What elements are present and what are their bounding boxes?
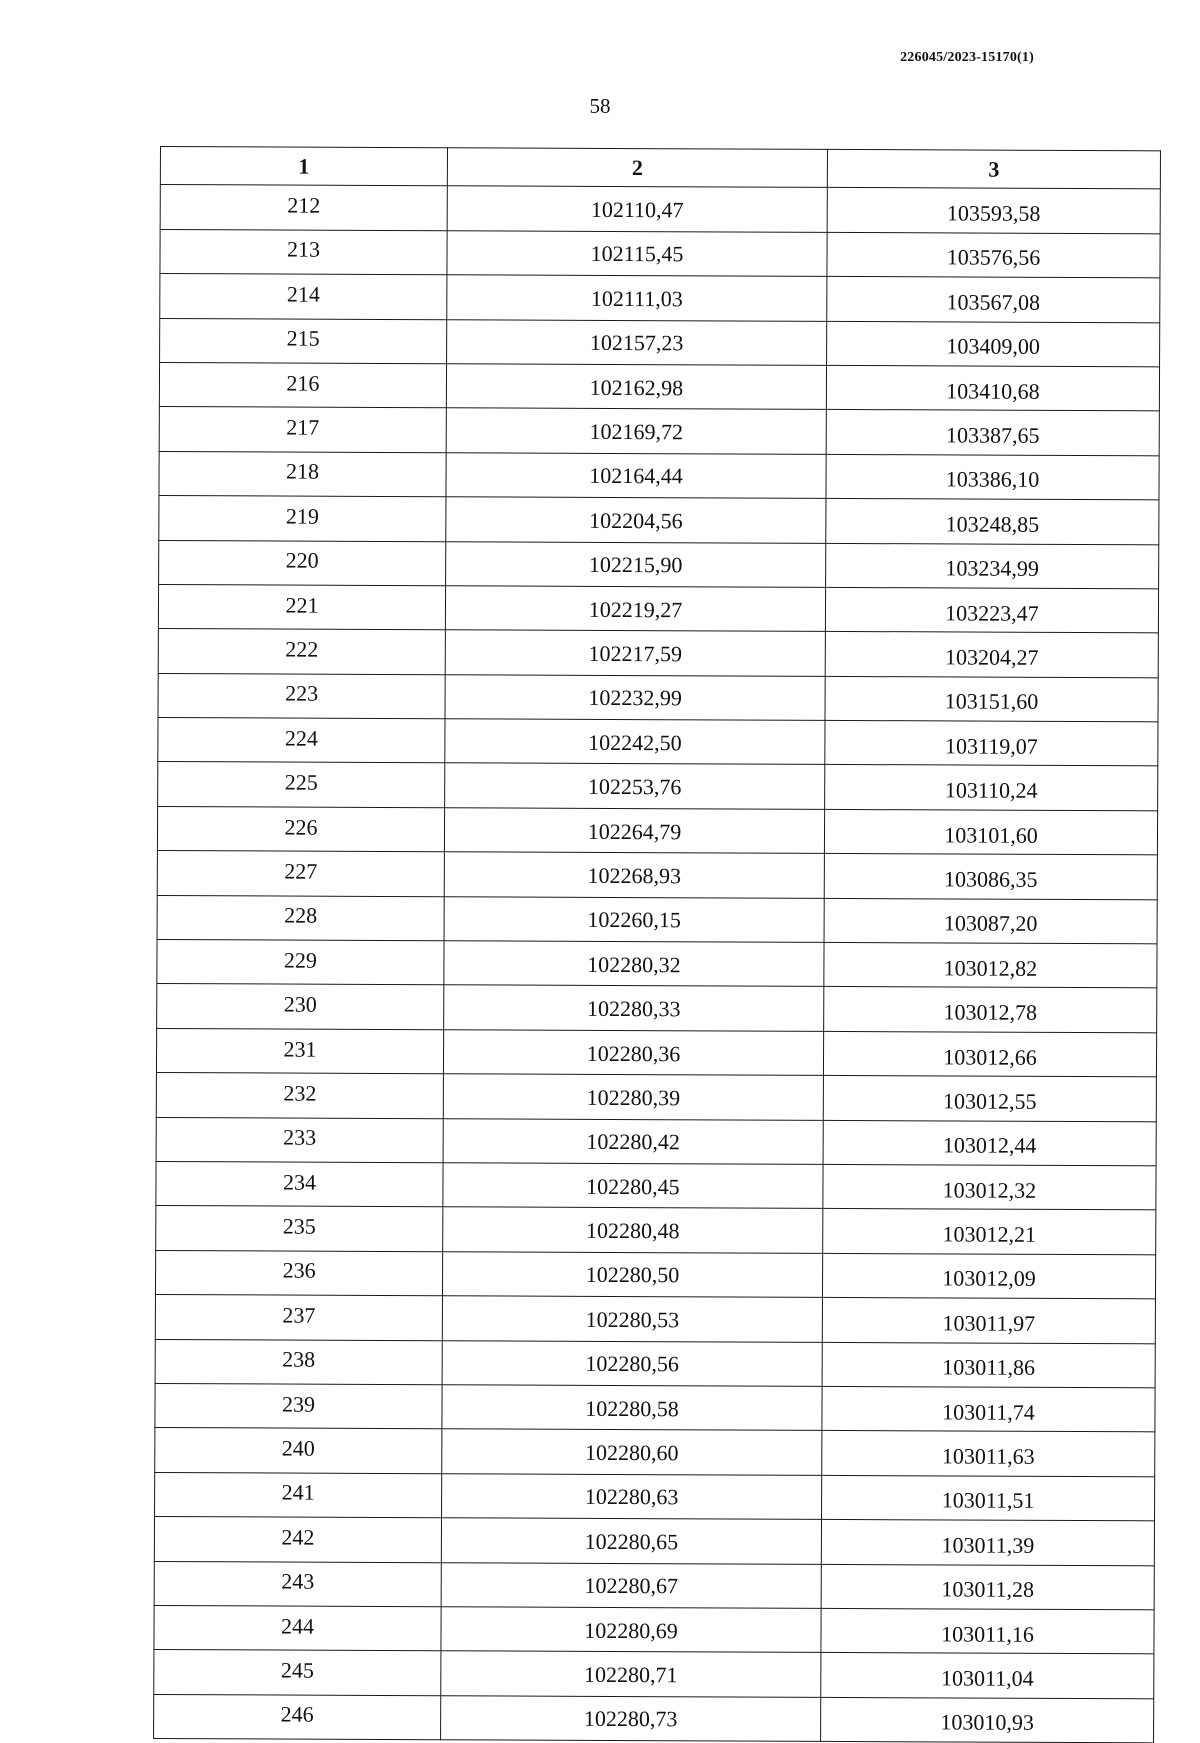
point-number-cell: 224 bbox=[158, 718, 445, 764]
coordinate-y-cell: 102280,50 bbox=[442, 1252, 822, 1298]
coordinate-x-cell: 103011,16 bbox=[821, 1608, 1154, 1654]
table-row bbox=[155, 1250, 1155, 1299]
table-row bbox=[157, 940, 1157, 989]
coordinate-y-cell: 102280,60 bbox=[442, 1429, 822, 1475]
table-row bbox=[158, 584, 1158, 633]
coordinate-y-cell: 102280,39 bbox=[443, 1074, 823, 1120]
coordinate-x-cell: 103593,58 bbox=[827, 188, 1160, 234]
table-row bbox=[155, 1383, 1155, 1432]
coordinate-y-cell: 102215,90 bbox=[446, 541, 826, 587]
coordinate-y-cell: 102157,23 bbox=[447, 319, 827, 365]
coordinate-x-cell: 103011,63 bbox=[822, 1431, 1155, 1477]
point-number-cell: 228 bbox=[157, 895, 444, 941]
coordinate-y-cell: 102162,98 bbox=[446, 364, 826, 410]
coordinate-y-cell: 102260,15 bbox=[444, 896, 824, 942]
coordinate-x-cell: 103011,28 bbox=[821, 1564, 1154, 1610]
point-number-cell: 236 bbox=[155, 1250, 442, 1296]
table-row bbox=[159, 496, 1159, 545]
header-col-1: 1 bbox=[160, 147, 447, 187]
coordinate-x-cell: 103204,27 bbox=[825, 632, 1158, 678]
table-row bbox=[156, 1073, 1156, 1122]
table-row bbox=[155, 1472, 1155, 1521]
table-row bbox=[154, 1561, 1154, 1610]
coordinate-x-cell: 103011,39 bbox=[821, 1520, 1154, 1566]
coordinate-y-cell: 102280,48 bbox=[443, 1207, 823, 1253]
table-row bbox=[158, 629, 1158, 678]
coordinate-x-cell: 103086,35 bbox=[824, 854, 1157, 900]
coordinate-y-cell: 102280,53 bbox=[442, 1296, 822, 1342]
coordinate-x-cell: 103012,82 bbox=[824, 942, 1157, 988]
coordinate-y-cell: 102232,99 bbox=[445, 674, 825, 720]
coordinate-x-cell: 103409,00 bbox=[827, 321, 1160, 367]
point-number-cell: 243 bbox=[154, 1561, 441, 1607]
point-number-cell: 244 bbox=[154, 1605, 441, 1651]
coordinates-table bbox=[153, 146, 1161, 1743]
coordinate-x-cell: 103011,51 bbox=[822, 1475, 1155, 1521]
point-number-cell: 221 bbox=[158, 584, 445, 630]
table-row bbox=[155, 1428, 1155, 1477]
point-number-cell: 225 bbox=[158, 762, 445, 808]
point-number-cell: 215 bbox=[160, 318, 447, 364]
coordinate-y-cell: 102280,33 bbox=[444, 985, 824, 1031]
table-row bbox=[159, 451, 1159, 500]
coordinate-x-cell: 103011,86 bbox=[822, 1342, 1155, 1388]
coordinate-x-cell: 103567,08 bbox=[827, 277, 1160, 323]
coordinate-x-cell: 103012,78 bbox=[824, 987, 1157, 1033]
coordinate-y-cell: 102280,32 bbox=[444, 941, 824, 987]
coordinate-x-cell: 103576,56 bbox=[827, 232, 1160, 278]
coordinate-x-cell: 103119,07 bbox=[825, 720, 1158, 766]
table-row bbox=[160, 274, 1160, 323]
point-number-cell: 218 bbox=[159, 451, 446, 497]
point-number-cell: 216 bbox=[159, 362, 446, 408]
table-row bbox=[154, 1650, 1154, 1699]
coordinate-x-cell: 103012,44 bbox=[823, 1120, 1156, 1166]
point-number-cell: 234 bbox=[156, 1161, 443, 1207]
point-number-cell: 212 bbox=[160, 185, 447, 231]
coordinate-x-cell: 103011,04 bbox=[821, 1653, 1154, 1699]
coordinate-x-cell: 103011,74 bbox=[822, 1386, 1155, 1432]
table-row bbox=[158, 718, 1158, 767]
table-row bbox=[157, 851, 1157, 900]
coordinate-y-cell: 102280,36 bbox=[443, 1030, 823, 1076]
point-number-cell: 238 bbox=[155, 1339, 442, 1385]
coordinate-x-cell: 103012,66 bbox=[823, 1031, 1156, 1077]
coordinate-y-cell: 102280,69 bbox=[441, 1607, 821, 1653]
table-row bbox=[158, 673, 1158, 722]
coordinate-y-cell: 102217,59 bbox=[445, 630, 825, 676]
point-number-cell: 245 bbox=[154, 1650, 441, 1696]
table-row bbox=[160, 229, 1160, 278]
point-number-cell: 213 bbox=[160, 229, 447, 275]
table-header-row bbox=[160, 147, 1160, 190]
coordinate-y-cell: 102164,44 bbox=[446, 452, 826, 498]
coordinate-x-cell: 103012,09 bbox=[822, 1253, 1155, 1299]
point-number-cell: 242 bbox=[154, 1517, 441, 1563]
point-number-cell: 233 bbox=[156, 1117, 443, 1163]
point-number-cell: 226 bbox=[157, 806, 444, 852]
coordinate-x-cell: 103386,10 bbox=[826, 454, 1159, 500]
point-number-cell: 219 bbox=[159, 496, 446, 542]
coordinate-y-cell: 102242,50 bbox=[445, 719, 825, 765]
point-number-cell: 214 bbox=[160, 274, 447, 320]
table-row bbox=[157, 895, 1157, 944]
coordinate-x-cell: 103012,32 bbox=[823, 1164, 1156, 1210]
table-row bbox=[156, 1206, 1156, 1255]
table-row bbox=[154, 1694, 1154, 1743]
coordinate-y-cell: 102280,65 bbox=[441, 1518, 821, 1564]
page-number: 58 bbox=[589, 94, 611, 118]
coordinate-x-cell: 103011,97 bbox=[822, 1298, 1155, 1344]
coordinate-y-cell: 102219,27 bbox=[445, 586, 825, 632]
coordinate-y-cell: 102204,56 bbox=[446, 497, 826, 543]
table-row bbox=[154, 1517, 1154, 1566]
coordinate-x-cell: 103248,85 bbox=[826, 499, 1159, 545]
table-row bbox=[155, 1339, 1155, 1388]
coordinate-x-cell: 103387,65 bbox=[826, 410, 1159, 456]
table-row bbox=[158, 762, 1158, 811]
point-number-cell: 239 bbox=[155, 1383, 442, 1429]
coordinate-y-cell: 102280,73 bbox=[441, 1695, 821, 1741]
table-row bbox=[160, 318, 1160, 367]
table-container bbox=[153, 146, 1160, 1743]
header-col-2: 2 bbox=[447, 148, 827, 188]
point-number-cell: 241 bbox=[155, 1472, 442, 1518]
coordinate-y-cell: 102169,72 bbox=[446, 408, 826, 454]
point-number-cell: 229 bbox=[157, 940, 444, 986]
table-row bbox=[156, 1117, 1156, 1166]
coordinate-y-cell: 102280,63 bbox=[442, 1473, 822, 1519]
table-row bbox=[157, 984, 1157, 1033]
coordinate-y-cell: 102264,79 bbox=[444, 808, 824, 854]
point-number-cell: 230 bbox=[157, 984, 444, 1030]
coordinate-x-cell: 103234,99 bbox=[826, 543, 1159, 589]
point-number-cell: 237 bbox=[155, 1295, 442, 1341]
coordinate-x-cell: 103223,47 bbox=[825, 587, 1158, 633]
point-number-cell: 217 bbox=[159, 407, 446, 453]
coordinate-y-cell: 102280,67 bbox=[441, 1562, 821, 1608]
coordinate-x-cell: 103087,20 bbox=[824, 898, 1157, 944]
coordinate-y-cell: 102280,58 bbox=[442, 1385, 822, 1431]
point-number-cell: 231 bbox=[156, 1028, 443, 1074]
coordinate-x-cell: 103410,68 bbox=[826, 365, 1159, 411]
coordinate-y-cell: 102111,03 bbox=[447, 275, 827, 321]
table-row bbox=[159, 407, 1159, 456]
point-number-cell: 227 bbox=[157, 851, 444, 897]
coordinate-x-cell: 103012,55 bbox=[823, 1076, 1156, 1122]
table-row bbox=[154, 1605, 1154, 1654]
point-number-cell: 235 bbox=[156, 1206, 443, 1252]
table-row bbox=[159, 540, 1159, 589]
table-body bbox=[154, 185, 1161, 1743]
point-number-cell: 222 bbox=[158, 629, 445, 675]
coordinate-x-cell: 103110,24 bbox=[825, 765, 1158, 811]
coordinate-y-cell: 102253,76 bbox=[445, 763, 825, 809]
coordinate-y-cell: 102280,71 bbox=[441, 1651, 821, 1697]
point-number-cell: 240 bbox=[155, 1428, 442, 1474]
point-number-cell: 232 bbox=[156, 1073, 443, 1119]
coordinate-y-cell: 102110,47 bbox=[447, 186, 827, 232]
header-col-3: 3 bbox=[827, 149, 1160, 189]
table-row bbox=[160, 185, 1160, 234]
coordinate-y-cell: 102268,93 bbox=[444, 852, 824, 898]
coordinate-x-cell: 103151,60 bbox=[825, 676, 1158, 722]
table-row bbox=[155, 1295, 1155, 1344]
coordinate-x-cell: 103101,60 bbox=[824, 809, 1157, 855]
table-row bbox=[156, 1028, 1156, 1077]
table-row bbox=[157, 806, 1157, 855]
coordinate-y-cell: 102280,56 bbox=[442, 1340, 822, 1386]
coordinate-x-cell: 103012,21 bbox=[823, 1209, 1156, 1255]
coordinate-y-cell: 102280,45 bbox=[443, 1163, 823, 1209]
table-row bbox=[156, 1161, 1156, 1210]
point-number-cell: 246 bbox=[154, 1694, 441, 1740]
coordinate-x-cell: 103010,93 bbox=[821, 1697, 1154, 1743]
document-id: 226045/2023-15170(1) bbox=[900, 50, 1034, 65]
point-number-cell: 220 bbox=[159, 540, 446, 586]
table-row bbox=[159, 362, 1159, 411]
point-number-cell: 223 bbox=[158, 673, 445, 719]
coordinate-y-cell: 102115,45 bbox=[447, 231, 827, 277]
coordinate-y-cell: 102280,42 bbox=[443, 1118, 823, 1164]
